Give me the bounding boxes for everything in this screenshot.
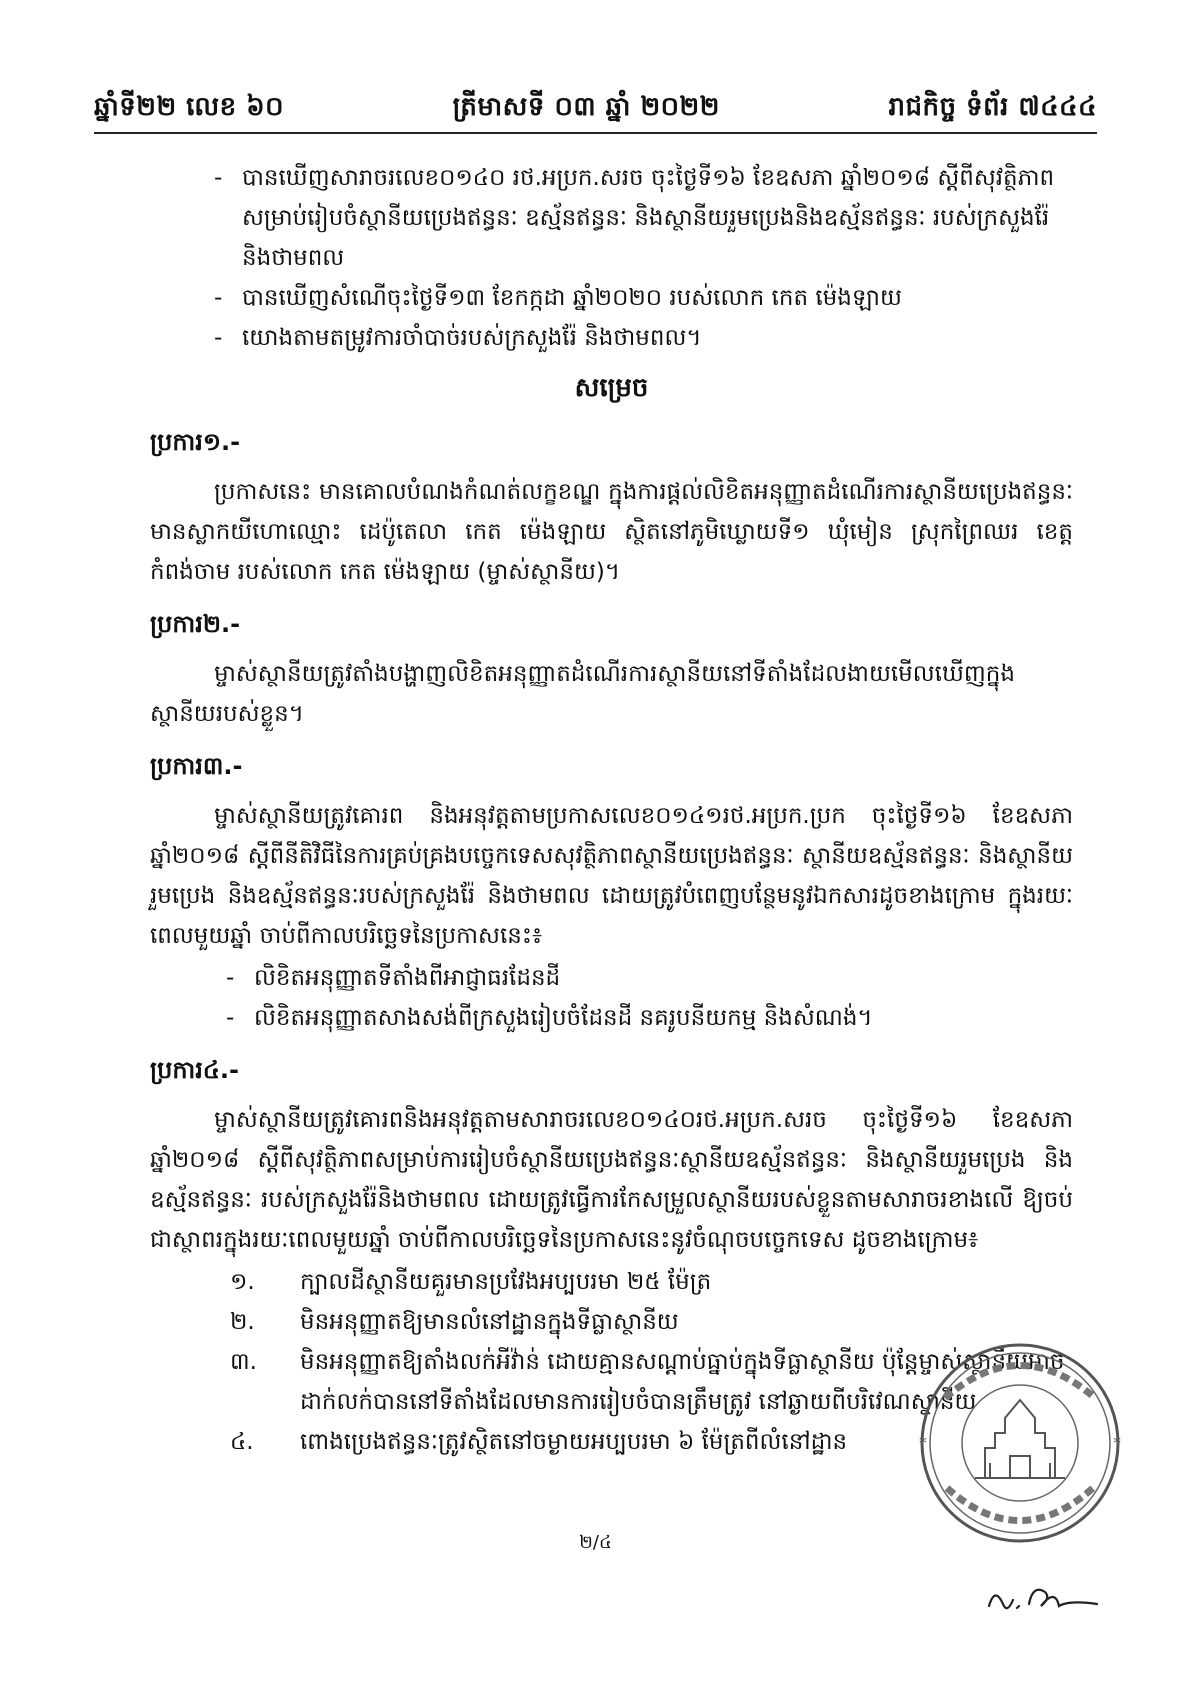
reference-text: យោងតាមតម្រូវការចាំបាច់របស់ក្រសួងរ៉ែ និងថាមពល។ xyxy=(242,325,702,351)
reference-text: បានឃើញសំណើចុះថ្ងៃទី១៣ ខែកក្កដា ឆ្នាំ២០២០ របស់លោក កេត ម៉េងឡាយ xyxy=(242,285,902,311)
article-4-item xyxy=(230,1302,1073,1342)
article-3-bullet-text: លិខិតអនុញ្ញាតទីតាំងពីអាជ្ញាធរដែនដី xyxy=(254,965,561,991)
article-4-text: ម្ចាស់ស្ថានីយត្រូវគោរពនិងអនុវត្តតាមសារាចរលេខ០១៤០រថ.អប្រក.សរច ចុះថ្ងៃទី១៦ ខែឧសភា ឆ្នាំ២០១៨ ស្តីពីសុវត្ថិភាពសម្រាប់ការរៀបចំស្ថានីយប្រេងឥន្ធនៈស្ថានីយឧស្ម័នឥន្ធនៈ និងស្ថានីយរួមប្រេង និងឧស្ម័នឥន្ធនៈ របស់ក្រសួងរ៉ែនិងថាមពល ដោយត្រូវធ្វើការកែសម្រួលស្ថានីយរបស់ខ្លួនតាមសារាចរខាងលើ ឱ្យចប់ជាស្ថាពរក្នុងរយៈពេលមួយឆ្នាំ ចាប់ពីកាលបរិច្ឆេទនៃប្រកាសនេះនូវចំណុចបច្ចេកទេស ដូចខាងក្រោម៖ xyxy=(150,1107,1073,1253)
dash-marker: - xyxy=(214,285,223,311)
article-2-text: ម្ចាស់ស្ថានីយត្រូវតាំងបង្ហាញលិខិតអនុញ្ញាតដំណើរការស្ថានីយនៅទីតាំងដែលងាយមើលឃើញក្នុងស្ថានីយរបស់ខ្លួន។ xyxy=(150,661,1015,727)
article-1-heading: ប្រការ១.- xyxy=(150,428,241,456)
item-text: មិនអនុញ្ញាតឱ្យតាំងលក់អីវ៉ាន់ ដោយគ្មានសណ្តាប់ធ្នាប់ក្នុងទីធ្លាស្ថានីយ ប៉ុន្តែម្ចាស់ស្ថានីយអាចដាក់លក់បាននៅទីតាំងដែលមានការរៀបចំបានត្រឹមត្រូវ នៅឆ្ងាយពីបរិវេណស្ថានីយ xyxy=(300,1349,1065,1415)
dash-marker: - xyxy=(226,1005,235,1031)
article-3-bullet xyxy=(226,958,1073,998)
reference-item xyxy=(214,318,1073,358)
header-quarter: ត្រីមាសទី ០៣ ឆ្នាំ ២០២២ xyxy=(452,92,720,122)
dash-marker: - xyxy=(226,965,235,991)
article-1-text: ប្រកាសនេះ មានគោលបំណងកំណត់លក្ខខណ្ឌ ក្នុងការផ្តល់លិខិតអនុញ្ញាតដំណើរការស្ថានីយប្រេងឥន្ធនៈ មានស្លាកយីហោឈ្មោះ ដេប៉ូតេលា កេត ម៉េងឡាយ ស្ថិតនៅភូមិឃ្លោយទី១ ឃុំមៀន ស្រុកព្រៃឈរ ខេត្តកំពង់ចាម របស់លោក កេត ម៉េងឡាយ (ម្ចាស់ស្ថានីយ)។ xyxy=(150,479,1073,585)
reference-item xyxy=(214,158,1073,278)
gazette-header xyxy=(94,82,1097,128)
header-rule xyxy=(94,132,1097,134)
dash-marker: - xyxy=(214,165,223,191)
svg-text:*: * xyxy=(1113,1433,1121,1452)
article-3-text: ម្ចាស់ស្ថានីយត្រូវគោរព និងអនុវត្តតាមប្រកាសលេខ០១៤១រថ.អប្រក.ប្រក ចុះថ្ងៃទី១៦ ខែឧសភា ឆ្នាំ២០១៨ ស្តីពីនីតិវិធីនៃការគ្រប់គ្រងបច្ចេកទេសសុវត្ថិភាពស្ថានីយប្រេងឥន្ធនៈ ស្ថានីយឧស្ម័នឥន្ធនៈ និងស្ថានីយរួមប្រេង និងឧស្ម័នឥន្ធនៈរបស់ក្រសួងរ៉ែ និងថាមពល ដោយត្រូវបំពេញបន្ថែមនូវឯកសារដូចខាងក្រោម ក្នុងរយៈពេលមួយឆ្នាំ ចាប់ពីកាលបរិច្ឆេទនៃប្រកាសនេះ៖ xyxy=(150,803,1073,949)
decision-title: សម្រេច xyxy=(574,373,649,403)
item-text: ក្បាលដីស្ថានីយគួរមានប្រវែងអប្បបរមា ២៥ ម៉ែត្រ xyxy=(300,1269,712,1295)
article-3-heading: ប្រការ៣.- xyxy=(150,752,243,780)
item-number: ១. xyxy=(230,1269,255,1295)
page-number: ២/៤ xyxy=(579,1532,612,1553)
official-seal xyxy=(915,1338,1125,1548)
reference-text: បានឃើញសារាចរលេខ០១៤០ រថ.អប្រក.សរច ចុះថ្ងៃទី១៦ ខែឧសភា ឆ្នាំ២០១៨ ស្តីពីសុវត្ថិភាព សម្រាប់រៀបចំស្ថានីយប្រេងឥន្ធនៈ ឧស្ម័នឥន្ធនៈ និងស្ថានីយរួមប្រេងនិងឧស្ម័នឥន្ធនៈ របស់ក្រសួងរ៉ែនិងថាមពល xyxy=(242,165,1055,271)
svg-text:*: * xyxy=(919,1433,927,1452)
item-text: មិនអនុញ្ញាតឱ្យមានលំនៅដ្ឋានក្នុងទីធ្លាស្ថានីយ xyxy=(300,1309,679,1335)
header-issue: ឆ្នាំទី២២ លេខ ៦០ xyxy=(94,92,285,122)
item-number: ២. xyxy=(230,1309,255,1335)
article-4-item xyxy=(230,1262,1073,1302)
dash-marker: - xyxy=(214,325,223,351)
document-body xyxy=(150,158,1073,1462)
header-page: រាជកិច្ច ទំព័រ ៧៤៤៤ xyxy=(888,92,1097,122)
article-4-heading: ប្រការ៤.- xyxy=(150,1056,239,1084)
reference-item xyxy=(214,278,1073,318)
article-3-bullet-text: លិខិតអនុញ្ញាតសាងសង់ពីក្រសួងរៀបចំដែនដី នគរូបនីយកម្ម និងសំណង់។ xyxy=(254,1005,873,1031)
item-number: ៤. xyxy=(230,1429,254,1455)
article-2-heading: ប្រការ២.- xyxy=(150,610,241,638)
article-3-bullet xyxy=(226,998,1073,1038)
item-text: ពោងប្រេងឥន្ធនៈត្រូវស្ថិតនៅចម្ងាយអប្បបរមា ៦ ម៉ែត្រពីលំនៅដ្ឋាន xyxy=(300,1429,848,1455)
item-number: ៣. xyxy=(230,1349,257,1375)
handwritten-signature xyxy=(985,1578,1105,1618)
